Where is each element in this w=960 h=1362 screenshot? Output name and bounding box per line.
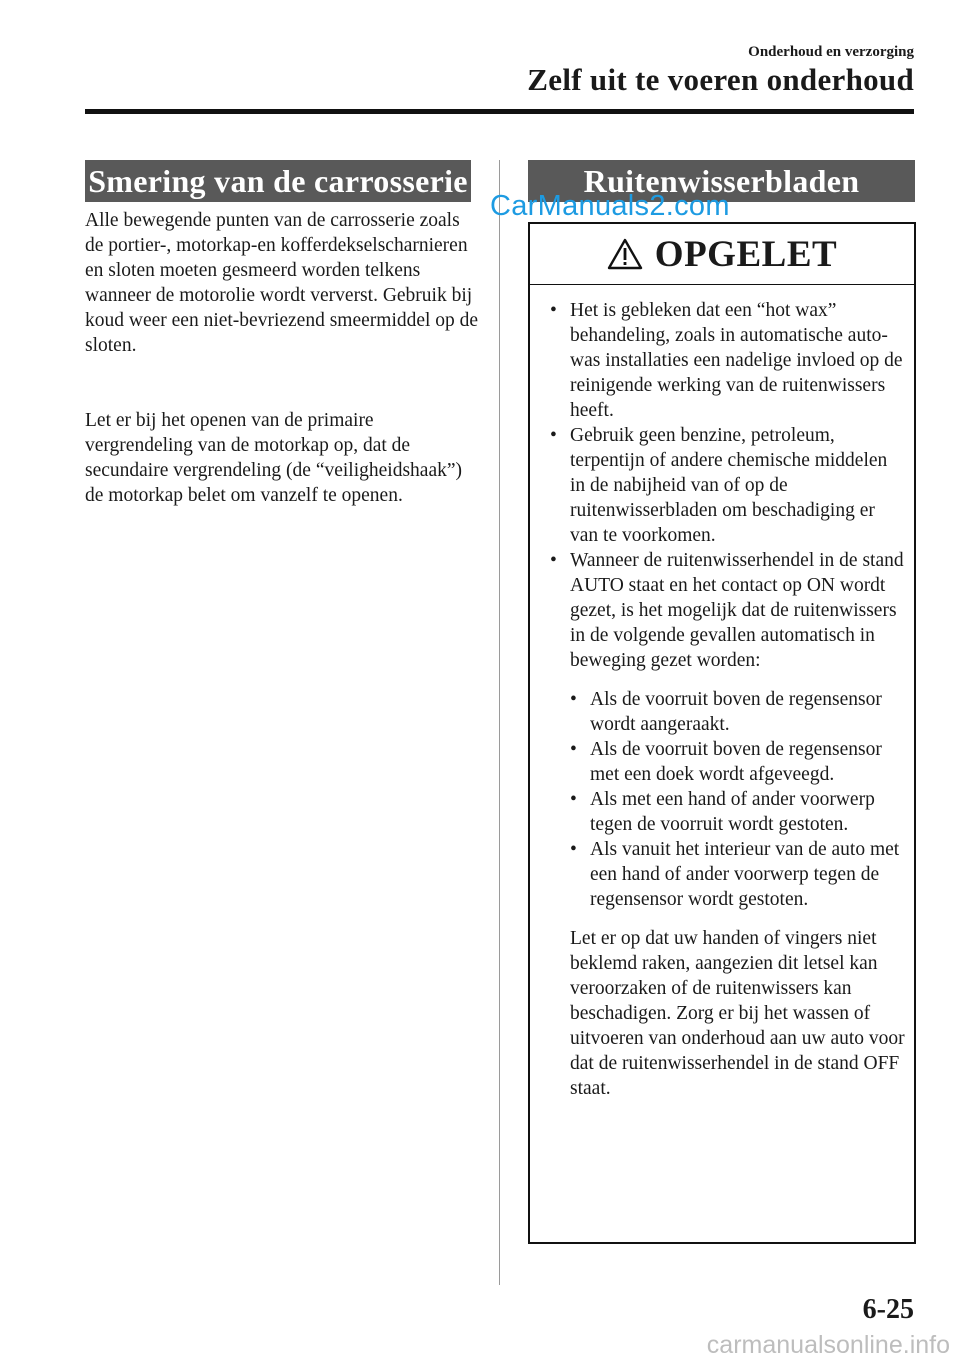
bullet-text: Gebruik geen benzine, petroleum, terpentijn of andere chemische middelen in de nabijheid van of op de ruitenwisserbladen om beschadiging er van te voorkomen. [570,425,888,546]
section-heading-lubrication: Smering van de carrosserie [85,160,471,202]
bullet-text: Wanneer de ruitenwisserhendel in de stand AUTO staat en het contact op ON wordt gezet, is het mogelijk dat de ruitenwissers in de volgende gevallen automatisch in beweging gezet worden: [570,550,904,671]
warning-triangle-icon [607,238,643,270]
sub-bullet: • Als vanuit het interieur van de auto met een hand of ander voorwerp tegen de regensensor wordt gestoten. [570,839,900,910]
section-heading-wiper-blades: Ruitenwisserbladen [528,160,915,202]
body-paragraph-2 [85,408,480,508]
page-title: Zelf uit te voeren onderhoud [527,62,914,97]
body-paragraph-1 [85,208,480,358]
sub-bullet: • Als de voorruit boven de regensensor wordt aangeraakt. [570,689,882,735]
sub-bullet-text: Als vanuit het interieur van de auto met een hand of ander voorwerp tegen de regensensor wordt gestoten. [590,839,900,910]
caution-box [528,222,916,1244]
header-rule [85,109,914,114]
caution-body [548,298,906,1101]
page-number: 6-25 [862,1294,914,1325]
caution-header [530,224,914,285]
sub-bullet-list [548,687,906,912]
caution-bullet: • Wanneer de ruitenwisserhendel in de stand AUTO staat en het contact op ON wordt gezet, is het mogelijk dat de ruitenwissers in de volgende gevallen automatisch in beweging gezet worden: [550,550,904,671]
caution-title: OPGELET [654,233,838,275]
sub-bullet-text: Als de voorruit boven de regensensor wordt aangeraakt. [590,689,882,735]
watermark-link[interactable]: CarManuals2.com [490,190,730,222]
sub-bullet: • Als met een hand of ander voorwerp tegen de voorruit wordt gestoten. [570,789,875,835]
sub-bullet-text: Als met een hand of ander voorwerp tegen de voorruit wordt gestoten. [590,789,875,835]
bullet-text: Het is gebleken dat een “hot wax” behandeling, zoals in automatische auto-was installaties een nadelige invloed op de reinigende werking van de ruitenwissers heeft. [570,300,903,421]
column-divider [499,160,500,1285]
caution-bullet: • Gebruik geen benzine, petroleum, terpentijn of andere chemische middelen in de nabijheid van of op de ruitenwisserbladen om beschadiging er van te voorkomen. [550,425,888,546]
sub-bullet-text: Als de voorruit boven de regensensor met een doek wordt afgeveegd. [590,739,882,785]
footer-watermark: carmanualsonline.info [706,1331,950,1359]
sub-bullet: • Als de voorruit boven de regensensor met een doek wordt afgeveegd. [570,739,882,785]
caution-closing-text: Let er op dat uw handen of vingers niet beklemd raken, aangezien dit letsel kan veroorzaken of de ruitenwissers kan beschadigen. Zorg er bij het wassen of uitvoeren van onderhoud aan uw auto voor dat de ruitenwisserhendel in de stand OFF staat. [570,928,905,1099]
caution-bullet: • Het is gebleken dat een “hot wax” behandeling, zoals in automatische auto-was installaties een nadelige invloed op de reinigende werking van de ruitenwissers heeft. [550,300,903,421]
chapter-label: Onderhoud en verzorging [748,44,914,60]
paragraph-text: Let er bij het openen van de primaire vergrendeling van de motorkap op, dat de secundaire vergrendeling (de “veiligheidshaak”) de motorkap belet om vanzelf te openen. [85,410,463,506]
paragraph-text: Alle bewegende punten van de carrosserie zoals de portier-, motorkap-en kofferdekselscharnieren en sloten moeten gesmeerd worden telkens wanneer de motorolie wordt ververst. Gebruik bij koud weer een niet-bevriezend smeermiddel op de sloten. [85,210,479,356]
